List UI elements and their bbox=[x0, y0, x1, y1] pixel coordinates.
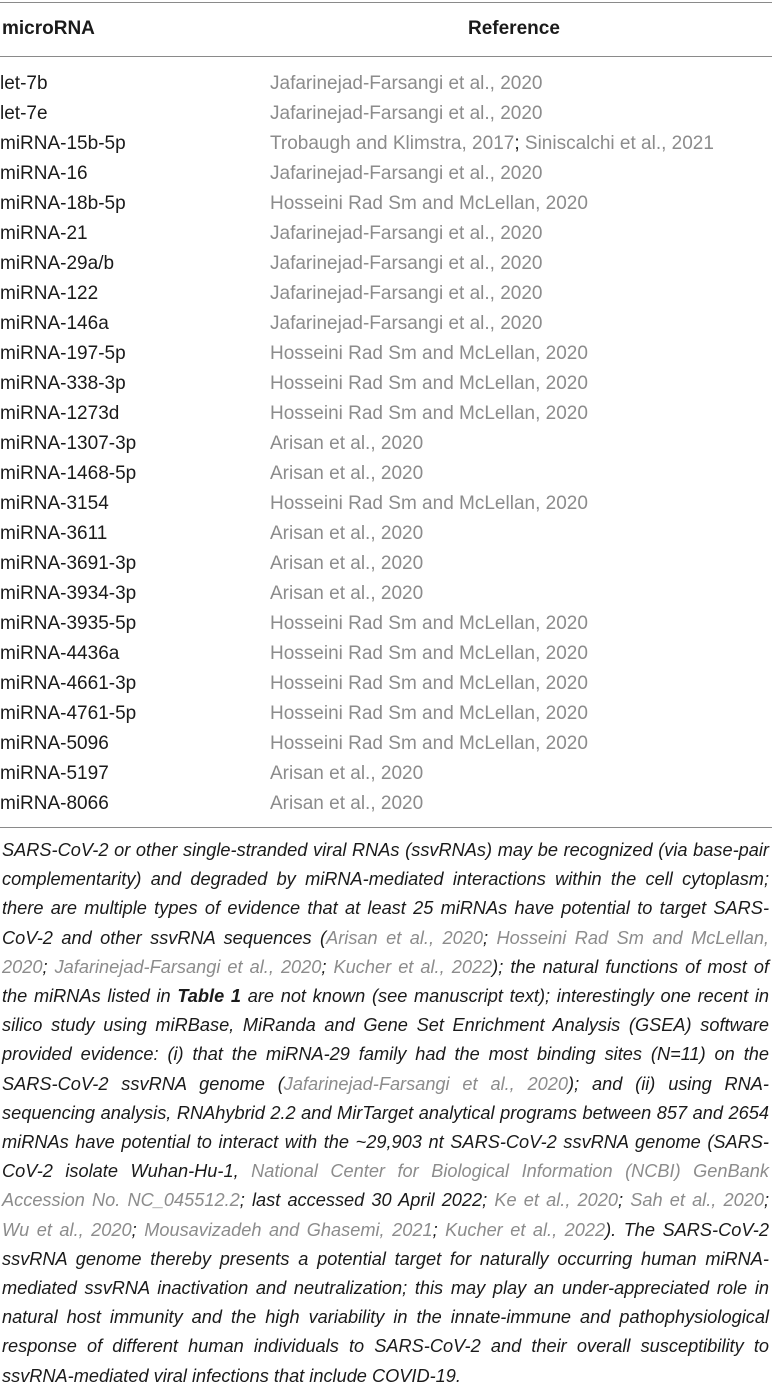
mirna-name: miRNA-3154 bbox=[0, 493, 109, 514]
reference-link[interactable]: Arisan et al., 2020 bbox=[270, 523, 424, 544]
reference-link[interactable]: Arisan et al., 2020 bbox=[270, 553, 424, 574]
mirna-name: miRNA-4661-3p bbox=[0, 673, 137, 694]
table-row bbox=[0, 639, 714, 669]
reference-link[interactable]: Jafarinejad-Farsangi et al., 2020 bbox=[270, 223, 543, 244]
footnote-text: ); and (ii) using RNA-sequencing analysis, RNAhybrid 2.2 and MirTarget analytical programs between 857 and 2654 miRNAs have potential to interact with the ~29,903 nt SARS-CoV-2 ssvRNA genome (SARS-CoV-2 isolate Wuhan-Hu-1, bbox=[2, 1073, 769, 1182]
footnote-text: ; bbox=[763, 1190, 770, 1211]
citation-link[interactable]: Arisan et al., 2020 bbox=[326, 927, 483, 948]
mirna-name: miRNA-197-5p bbox=[0, 343, 126, 364]
header-reference: Reference bbox=[468, 18, 560, 39]
mirna-name: miRNA-1273d bbox=[0, 403, 120, 424]
table-row bbox=[0, 699, 714, 729]
reference-link[interactable]: Hosseini Rad Sm and McLellan, 2020 bbox=[270, 643, 588, 664]
mirna-table bbox=[0, 69, 714, 819]
table-row bbox=[0, 69, 714, 99]
footnote-text: ). The SARS-CoV-2 ssvRNA genome thereby presents a potential target for naturally occurring human miRNA-mediated ssvRNA inactivation and neutralization; this may play an under-appreciated role in natural host immunity and the high variability in the innate-immune and pathophysiological response of different human individuals to SARS-CoV-2 and their overall susceptibility to ssvRNA-mediated viral infections that include COVID-19. bbox=[2, 1219, 769, 1386]
footnote-text: ; bbox=[432, 1219, 446, 1240]
reference-link[interactable]: Arisan et al., 2020 bbox=[270, 763, 424, 784]
footnote-text: ; bbox=[482, 927, 497, 948]
reference-cell bbox=[270, 729, 714, 759]
table-row bbox=[0, 549, 714, 579]
table-row bbox=[0, 99, 714, 129]
reference-link[interactable]: Jafarinejad-Farsangi et al., 2020 bbox=[270, 73, 543, 94]
table-row bbox=[0, 759, 714, 789]
reference-cell bbox=[270, 339, 714, 369]
citation-link[interactable]: Kucher et al., 2022 bbox=[445, 1219, 606, 1240]
reference-link[interactable]: Hosseini Rad Sm and McLellan, 2020 bbox=[270, 613, 588, 634]
mirna-name: miRNA-3934-3p bbox=[0, 583, 137, 604]
mirna-name: miRNA-4436a bbox=[0, 643, 120, 664]
reference-cell bbox=[270, 669, 714, 699]
reference-link[interactable]: Trobaugh and Klimstra, 2017 bbox=[270, 133, 515, 154]
reference-link[interactable]: Arisan et al., 2020 bbox=[270, 793, 424, 814]
reference-link[interactable]: Jafarinejad-Farsangi et al., 2020 bbox=[270, 163, 543, 184]
reference-link[interactable]: Hosseini Rad Sm and McLellan, 2020 bbox=[270, 493, 588, 514]
table-row bbox=[0, 669, 714, 699]
table-row bbox=[0, 249, 714, 279]
reference-cell bbox=[270, 369, 714, 399]
reference-link[interactable]: Jafarinejad-Farsangi et al., 2020 bbox=[270, 253, 543, 274]
mirna-name: miRNA-29a/b bbox=[0, 253, 115, 274]
reference-link[interactable]: Siniscalchi et al., 2021 bbox=[524, 133, 714, 154]
reference-cell bbox=[270, 789, 714, 819]
mirna-name: miRNA-5096 bbox=[0, 733, 109, 754]
footnote-text: SARS-CoV-2 or other single-stranded viral RNAs (ssvRNAs) may be recognized (via base-pair complementarity) and degraded by miRNA-mediated interactions within the cell cytoplasm; there are multiple types of evidence that at least 25 miRNAs have potential to target SARS-CoV-2 and other ssvRNA sequences ( bbox=[2, 840, 769, 948]
reference-cell bbox=[270, 429, 714, 459]
reference-link[interactable]: Hosseini Rad Sm and McLellan, 2020 bbox=[270, 403, 588, 424]
reference-cell bbox=[270, 609, 714, 639]
table-row bbox=[0, 309, 714, 339]
citation-link[interactable]: Ke et al., 2020 bbox=[494, 1190, 618, 1211]
mirna-name: miRNA-1307-3p bbox=[0, 433, 137, 454]
reference-link[interactable]: Arisan et al., 2020 bbox=[270, 583, 424, 604]
mirna-name: miRNA-5197 bbox=[0, 763, 109, 784]
reference-cell bbox=[270, 69, 714, 99]
mirna-name: miRNA-15b-5p bbox=[0, 133, 126, 154]
table-row bbox=[0, 279, 714, 309]
table-row bbox=[0, 339, 714, 369]
reference-link[interactable]: Jafarinejad-Farsangi et al., 2020 bbox=[270, 283, 543, 304]
footnote-text: ); the natural functions of most of the miRNAs listed in bbox=[2, 956, 769, 1007]
mirna-name: miRNA-21 bbox=[0, 223, 88, 244]
citation-link[interactable]: Jafarinejad-Farsangi et al., 2020 bbox=[283, 1073, 569, 1094]
reference-cell bbox=[270, 459, 714, 489]
reference-link[interactable]: Hosseini Rad Sm and McLellan, 2020 bbox=[270, 673, 588, 694]
footnote-text: ; bbox=[321, 956, 334, 977]
reference-link[interactable]: Hosseini Rad Sm and McLellan, 2020 bbox=[270, 373, 588, 394]
citation-link[interactable]: National Center for Biological Information (NCBI) GenBank Accession No. NC_045512.2 bbox=[2, 1161, 769, 1211]
reference-cell bbox=[270, 579, 714, 609]
header-microrna: microRNA bbox=[2, 18, 95, 39]
table-row bbox=[0, 579, 714, 609]
table-row bbox=[0, 459, 714, 489]
table-row bbox=[0, 489, 714, 519]
reference-cell bbox=[270, 309, 714, 339]
mirna-name: miRNA-146a bbox=[0, 313, 109, 334]
footnote-text: ; bbox=[618, 1190, 631, 1211]
table-body bbox=[0, 69, 714, 819]
mirna-name: let-7e bbox=[0, 103, 48, 124]
mirna-name: miRNA-8066 bbox=[0, 793, 109, 814]
reference-cell bbox=[270, 699, 714, 729]
table-footnote bbox=[2, 836, 769, 1391]
table-row bbox=[0, 729, 714, 759]
table-row bbox=[0, 789, 714, 819]
reference-cell bbox=[270, 759, 714, 789]
top-rule bbox=[0, 2, 772, 3]
mirna-name: miRNA-3611 bbox=[0, 523, 108, 544]
reference-cell bbox=[270, 279, 714, 309]
reference-cell bbox=[270, 399, 714, 429]
mirna-name: miRNA-3935-5p bbox=[0, 613, 137, 634]
reference-cell bbox=[270, 639, 714, 669]
citation-link[interactable]: Sah et al., 2020 bbox=[630, 1190, 764, 1211]
table-row bbox=[0, 399, 714, 429]
mirna-name: miRNA-338-3p bbox=[0, 373, 126, 394]
reference-link[interactable]: Arisan et al., 2020 bbox=[270, 433, 424, 454]
table-row bbox=[0, 189, 714, 219]
table-row bbox=[0, 219, 714, 249]
reference-link[interactable]: Hosseini Rad Sm and McLellan, 2020 bbox=[270, 733, 588, 754]
table-row bbox=[0, 129, 714, 159]
mirna-name: miRNA-4761-5p bbox=[0, 703, 137, 724]
reference-cell bbox=[270, 549, 714, 579]
citation-link[interactable]: Kucher et al., 2022 bbox=[333, 956, 493, 977]
citation-link[interactable]: Mousavizadeh and Ghasemi, 2021 bbox=[144, 1219, 433, 1240]
reference-cell bbox=[270, 219, 714, 249]
citation-link[interactable]: Hosseini Rad Sm and McLellan, 2020 bbox=[2, 927, 769, 977]
footnote-text: ; bbox=[42, 956, 55, 977]
reference-separator: ; bbox=[514, 133, 525, 154]
header-rule bbox=[0, 56, 772, 57]
reference-link[interactable]: Hosseini Rad Sm and McLellan, 2020 bbox=[270, 343, 588, 364]
reference-link[interactable]: Jafarinejad-Farsangi et al., 2020 bbox=[270, 313, 543, 334]
reference-link[interactable]: Hosseini Rad Sm and McLellan, 2020 bbox=[270, 703, 588, 724]
mirna-name: miRNA-16 bbox=[0, 163, 88, 184]
bottom-rule bbox=[0, 827, 772, 828]
table-row bbox=[0, 369, 714, 399]
mirna-name: miRNA-18b-5p bbox=[0, 193, 126, 214]
table-row bbox=[0, 519, 714, 549]
footnote-text: ; last accessed 30 April 2022; bbox=[239, 1190, 495, 1211]
table-reference: Table 1 bbox=[177, 986, 242, 1007]
table-row bbox=[0, 609, 714, 639]
mirna-name: miRNA-3691-3p bbox=[0, 553, 137, 574]
reference-cell bbox=[270, 129, 714, 159]
citation-link[interactable]: Wu et al., 2020 bbox=[2, 1219, 132, 1240]
reference-cell bbox=[270, 99, 714, 129]
reference-link[interactable]: Hosseini Rad Sm and McLellan, 2020 bbox=[270, 193, 588, 214]
reference-cell bbox=[270, 159, 714, 189]
citation-link[interactable]: Jafarinejad-Farsangi et al., 2020 bbox=[54, 956, 322, 977]
mirna-name: miRNA-122 bbox=[0, 283, 99, 304]
footnote-text: ; bbox=[131, 1219, 145, 1240]
reference-cell bbox=[270, 519, 714, 549]
table-row bbox=[0, 159, 714, 189]
reference-link[interactable]: Jafarinejad-Farsangi et al., 2020 bbox=[270, 103, 543, 124]
footnote-text: are not known (see manuscript text); interestingly one recent in silico study using miRBase, MiRanda and Gene Set Enrichment Analysis (GSEA) software provided evidence: (i) that the miRNA-29 family had the most binding sites (N=11) on the SARS-CoV-2 ssvRNA genome ( bbox=[2, 986, 769, 1094]
mirna-name: let-7b bbox=[0, 73, 48, 94]
mirna-name: miRNA-1468-5p bbox=[0, 463, 137, 484]
reference-cell bbox=[270, 489, 714, 519]
table-row bbox=[0, 429, 714, 459]
reference-cell bbox=[270, 249, 714, 279]
reference-link[interactable]: Arisan et al., 2020 bbox=[270, 463, 424, 484]
reference-cell bbox=[270, 189, 714, 219]
